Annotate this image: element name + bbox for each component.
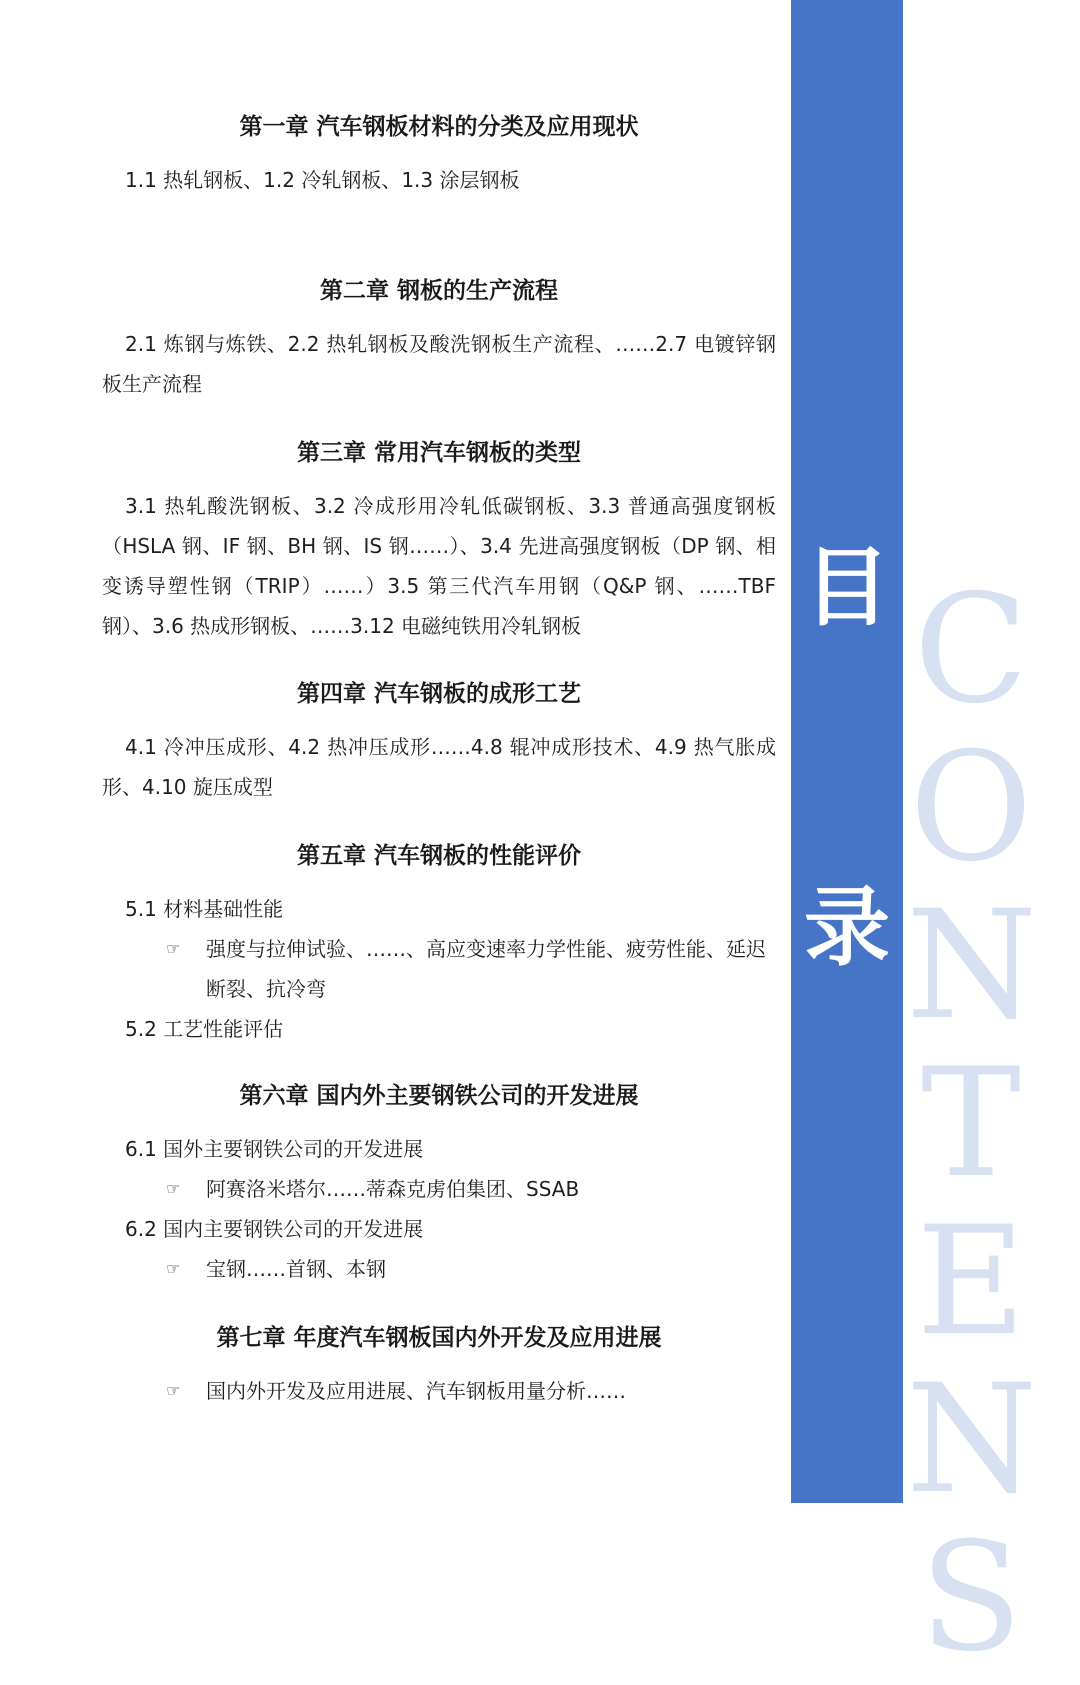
table-of-contents (102, 104, 776, 1411)
section-5-1: 5.1 材料基础性能 (125, 897, 284, 921)
chapter-7 (102, 1315, 776, 1411)
watermark-letter: C (913, 563, 1029, 737)
chapter-7-title[interactable]: 第七章 年度汽车钢板国内外开发及应用进展 (216, 1325, 662, 1351)
bullet-text: 阿赛洛米塔尔……蒂森克虏伯集团、SSAB (206, 1177, 580, 1201)
watermark-letter: N (906, 1353, 1038, 1527)
chapter-2-sections: 2.1 炼钢与炼铁、2.2 热轧钢板及酸洗钢板生产流程、……2.7 电镀锌钢板生产流程 (102, 332, 776, 396)
contents-sidebar-band (791, 0, 903, 1503)
watermark-letter: T (920, 1037, 1022, 1211)
watermark-letter: N (906, 879, 1038, 1053)
list-item (102, 929, 776, 1009)
chapter-4-title[interactable]: 第四章 汽车钢板的成形工艺 (296, 681, 581, 707)
watermark-letter: O (909, 721, 1033, 895)
chapter-1-title[interactable]: 第一章 汽车钢板材料的分类及应用现状 (239, 114, 639, 140)
chapter-2 (102, 268, 776, 430)
list-item (102, 1371, 776, 1411)
chapter-3-sections: 3.1 热轧酸洗钢板、3.2 冷成形用冷轧低碳钢板、3.3 普通高强度钢板（HSLA 钢、IF 钢、BH 钢、IS 钢……）、3.4 先进高强度钢板（DP 钢、相变诱导塑性钢（TRIP）……）3.5 第三代汽车用钢（Q&P 钢、……TBF 钢）、3.6 热成形钢板、……3.12 电磁纯铁用冷轧钢板 (102, 494, 776, 638)
contents-heading-char-1: 目 (804, 538, 890, 638)
chapter-2-title[interactable]: 第二章 钢板的生产流程 (319, 278, 558, 304)
pointing-hand-icon: ☞ (166, 1179, 181, 1198)
chapter-3 (102, 430, 776, 671)
bullet-text: 强度与拉伸试验、……、高应变速率力学性能、疲劳性能、延迟断裂、抗冷弯 (206, 937, 766, 1001)
chapter-6 (102, 1073, 776, 1315)
watermark-letter: S (919, 1511, 1023, 1685)
chapter-1-sections: 1.1 热轧钢板、1.2 冷轧钢板、1.3 涂层钢板 (125, 168, 520, 192)
list-item (102, 1249, 776, 1289)
chapter-4 (102, 671, 776, 833)
chapter-5 (102, 833, 776, 1073)
contents-heading-char-2: 录 (804, 878, 890, 978)
pointing-hand-icon: ☞ (166, 939, 181, 958)
watermark-letter: E (916, 1195, 1026, 1369)
pointing-hand-icon: ☞ (166, 1381, 181, 1400)
section-5-2: 5.2 工艺性能评估 (125, 1017, 284, 1041)
section-6-2: 6.2 国内主要钢铁公司的开发进展 (125, 1217, 424, 1241)
pointing-hand-icon: ☞ (166, 1259, 181, 1278)
chapter-4-sections: 4.1 冷冲压成形、4.2 热冲压成形……4.8 辊冲成形技术、4.9 热气胀成形、4.10 旋压成型 (102, 735, 776, 799)
bullet-text: 国内外开发及应用进展、汽车钢板用量分析…… (206, 1379, 626, 1403)
chapter-1 (102, 104, 776, 268)
contents-watermark (906, 563, 1038, 1685)
bullet-text: 宝钢……首钢、本钢 (206, 1257, 386, 1281)
chapter-6-title[interactable]: 第六章 国内外主要钢铁公司的开发进展 (239, 1083, 639, 1109)
list-item (102, 1169, 776, 1209)
chapter-5-title[interactable]: 第五章 汽车钢板的性能评价 (296, 843, 581, 869)
section-6-1: 6.1 国外主要钢铁公司的开发进展 (125, 1137, 424, 1161)
chapter-3-title[interactable]: 第三章 常用汽车钢板的类型 (296, 440, 581, 466)
